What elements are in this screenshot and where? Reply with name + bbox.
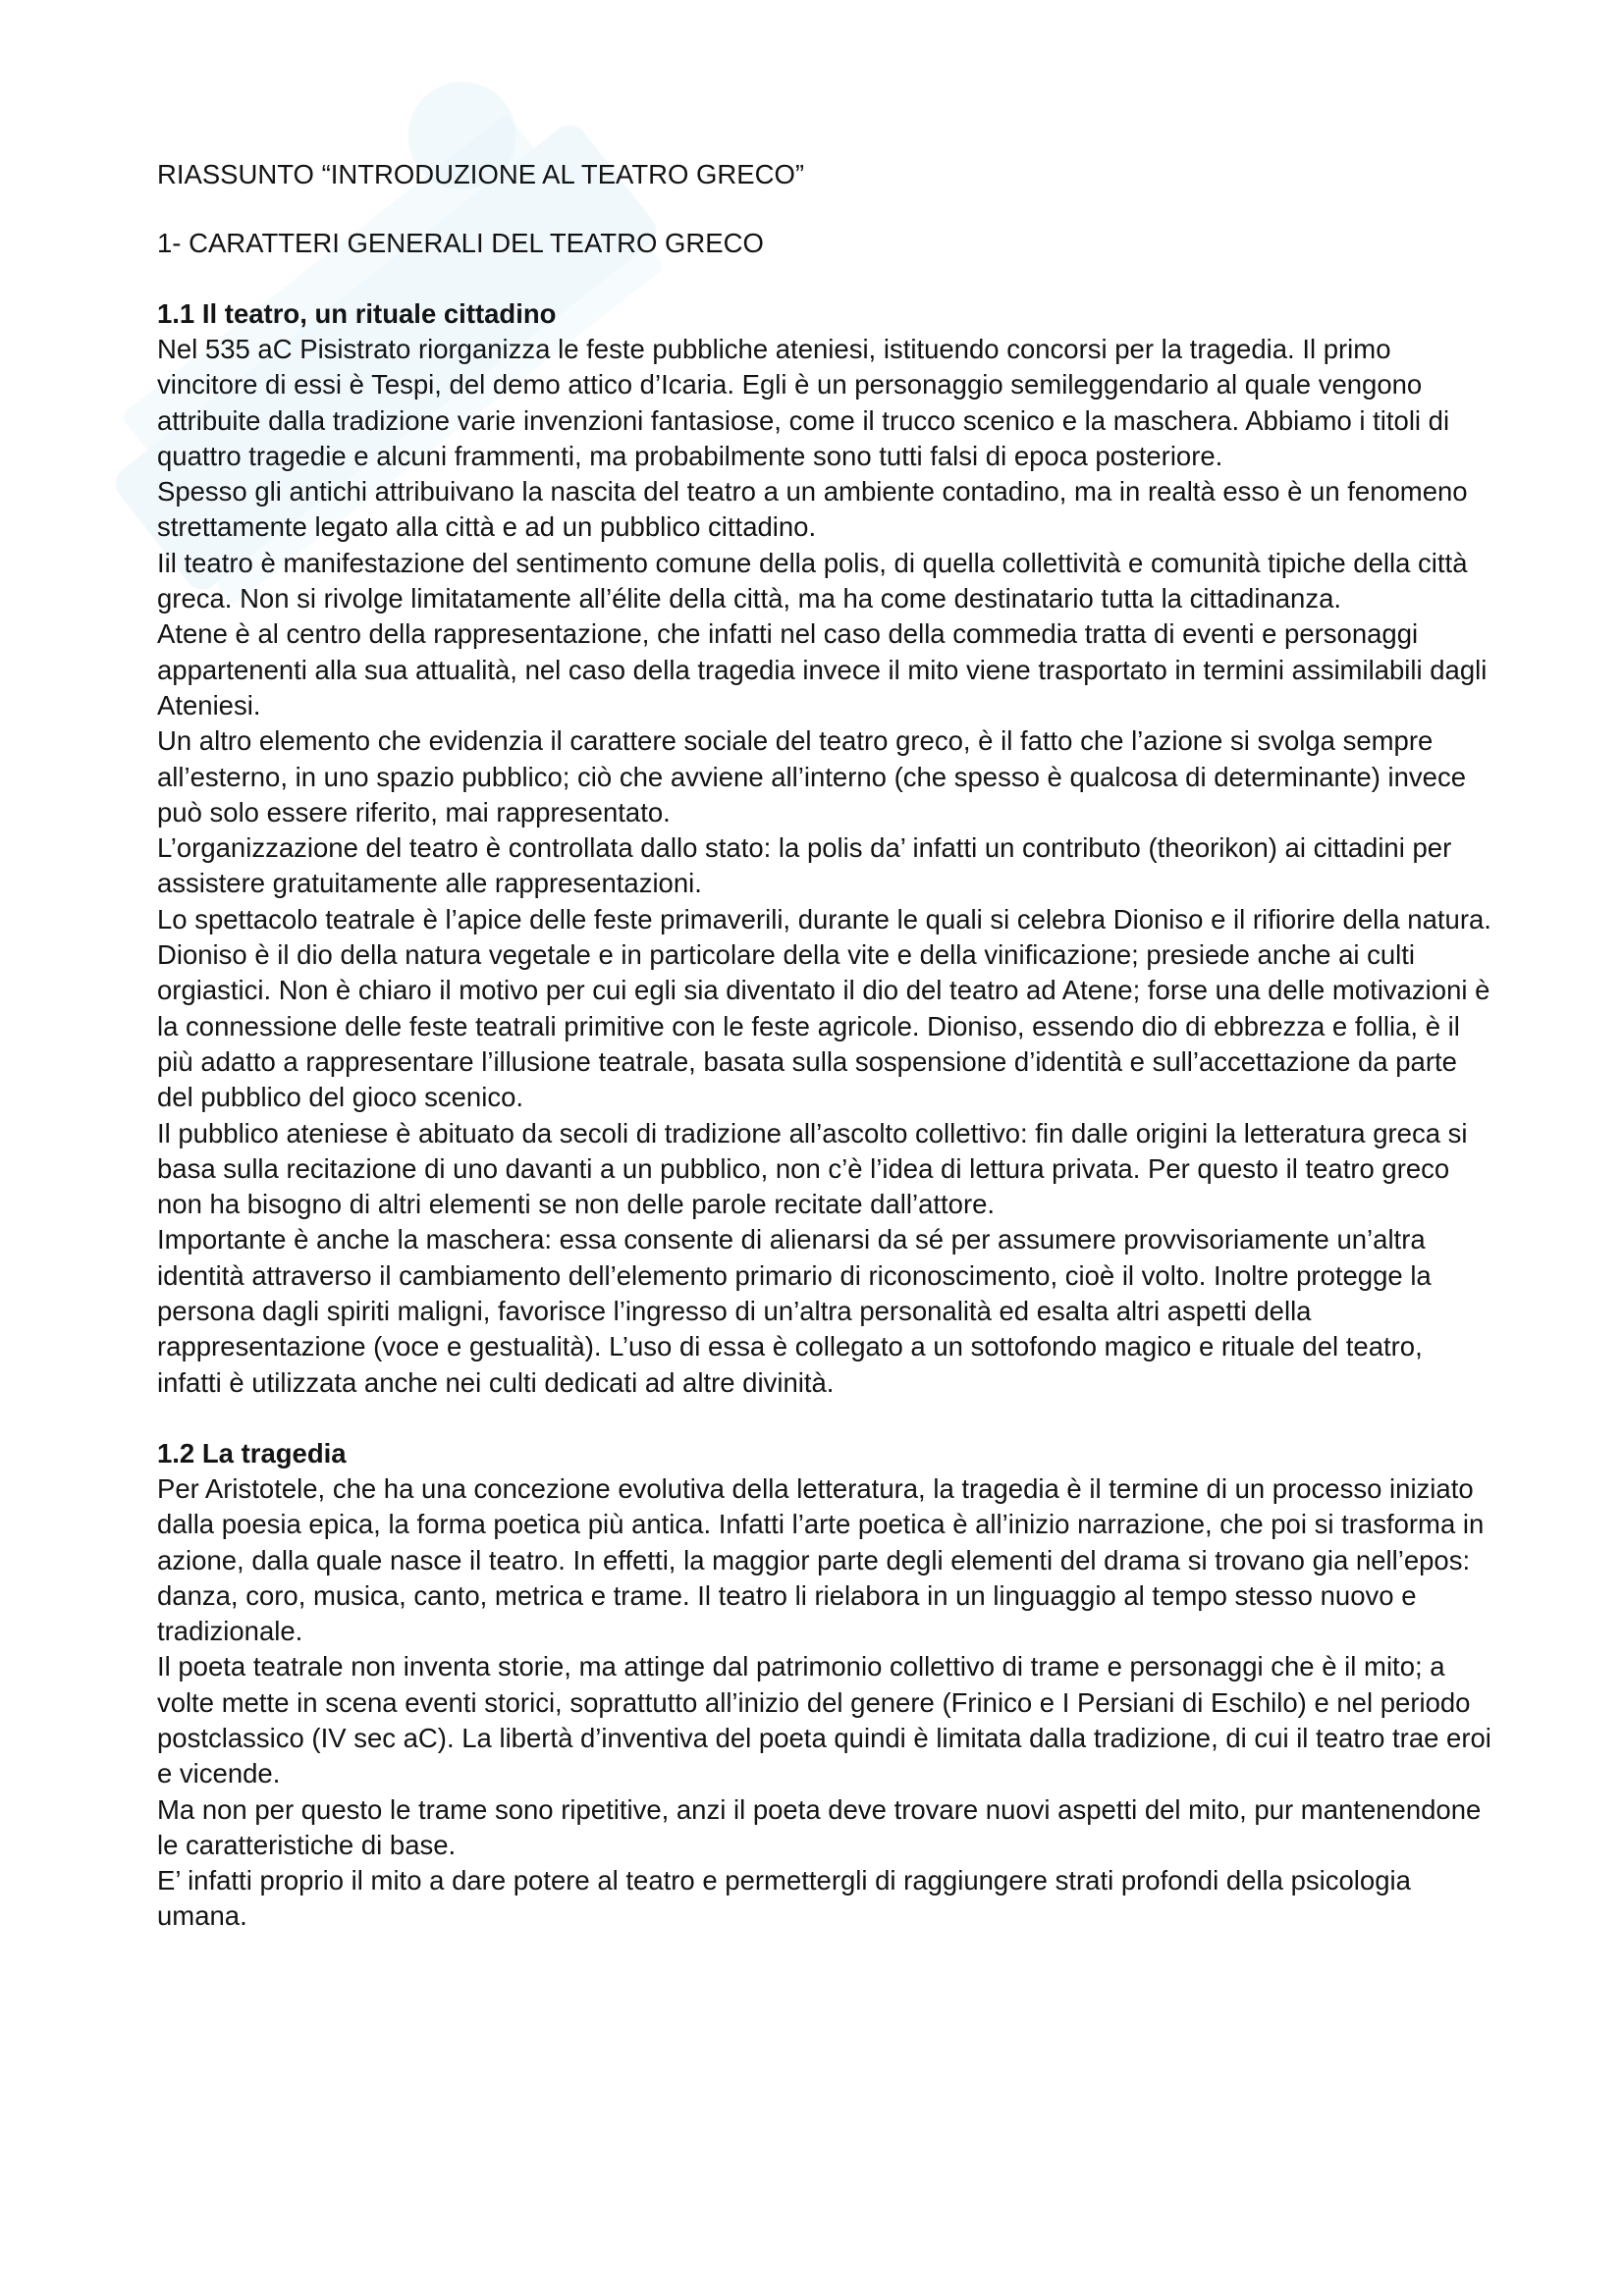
paragraph: Il pubblico ateniese è abituato da secoli di tradizione all’ascolto collettivo: fin dalle origini la letteratura greca si basa sulla recitazione di uno davanti a un pubblico, non c’è l’idea di lettura privata. Per questo il teatro greco non ha bisogno di altri elementi se non delle parole recitate dall’attore. (157, 1117, 1468, 1220)
document-page (157, 147, 1492, 1935)
paragraph: Lo spettacolo teatrale è l’apice delle feste primaverili, durante le quali si celebra Dioniso e il rifiorire della natura. Dioniso è il dio della natura vegetale e in particolare della vite e della vinificazione; presiede anche ai culti orgiastici. Non è chiaro il motivo per cui egli sia diventato il dio del teatro ad Atene; forse una delle motivazioni è la connessione delle feste teatrali primitive con le feste agricole. Dioniso, essendo dio di ebbrezza e follia, è il più adatto a rappresentare l’illusione teatrale, basata sulla sospensione d’identità e sull’accettazione da parte del pubblico del gioco scenico. (157, 903, 1491, 1113)
paragraph: Atene è al centro della rappresentazione, che infatti nel caso della commedia tratta di eventi e personaggi appartenenti alla sua attualità, nel caso della tragedia invece il mito viene trasportato in termini assimilabili dagli Ateniesi. (157, 618, 1488, 721)
paragraph: Per Aristotele, che ha una concezione evolutiva della letteratura, la tragedia è il termine di un processo iniziato dalla poesia epica, la forma poetica più antica. Infatti l’arte poetica è all’inizio narrazione, che poi si trasforma in azione, dalla quale nasce il teatro. In effetti, la maggior parte degli elementi del drama si trovano gia nell’epos: danza, coro, musica, canto, metrica e trame. Il teatro li rielabora in un linguaggio al tempo stesso nuovo e tradizionale. (157, 1472, 1485, 1647)
paragraph: Spesso gli antichi attribuivano la nascita del teatro a un ambiente contadino, ma in realtà esso è un fenomeno strettamente legato alla città e ad un pubblico cittadino. (157, 476, 1468, 543)
paragraph: Ma non per questo le trame sono ripetitive, anzi il poeta deve trovare nuovi aspetti del mito, pur mantenendone le caratteristiche di base. (157, 1793, 1482, 1860)
paragraph: Un altro elemento che evidenzia il carattere sociale del teatro greco, è il fatto che l’azione si svolga sempre all’esterno, in uno spazio pubblico; ciò che avviene all’interno (che spesso è qualcosa di determinante) invece può solo essere riferito, mai rappresentato. (157, 725, 1467, 828)
section-1-2 (157, 1436, 1492, 1935)
paragraph: Il poeta teatrale non inventa storie, ma attinge dal patrimonio collettivo di trame e personaggi che è il mito; a volte mette in scena eventi storici, soprattutto all’inizio del genere (Frinico e I Persiani di Eschilo) e nel periodo postclassico (IV sec aC). La libertà d’inventiva del poeta quindi è limitata dalla tradizione, di cui il teatro trae eroi e vicende. (157, 1651, 1491, 1789)
paragraph: Iil teatro è manifestazione del sentimento comune della polis, di quella collettività e comunità tipiche della città greca. Non si rivolge limitatamente all’élite della città, ma ha come destinatario tutta la cittadinanza. (157, 547, 1468, 614)
paragraph: Nel 535 aC Pisistrato riorganizza le feste pubbliche ateniesi, istituendo concorsi per la tragedia. Il primo vincitore di essi è Tespi, del demo attico d’Icaria. Egli è un personaggio semileggendario al quale vengono attribuite dalla tradizione varie invenzioni fantasiose, come il trucco scenico e la maschera. Abbiamo i titoli di quattro tragedie e alcuni frammenti, ma probabilmente sono tutti falsi di epoca posteriore. (157, 334, 1450, 471)
section-1-1 (157, 296, 1492, 1401)
section-heading: 1.1 Il teatro, un rituale cittadino (157, 298, 557, 329)
chapter-heading: 1- CARATTERI GENERALI DEL TEATRO GRECO (157, 228, 764, 258)
section-heading: 1.2 La tragedia (157, 1437, 347, 1468)
document-title: RIASSUNTO “INTRODUZIONE AL TEATRO GRECO” (157, 159, 805, 189)
paragraph: E’ infatti proprio il mito a dare potere al teatro e permettergli di raggiungere strati profondi della psicologia umana. (157, 1865, 1411, 1932)
paragraph: Importante è anche la maschera: essa consente di alienarsi da sé per assumere provvisoriamente un’altra identità attraverso il cambiamento dell’elemento primario di riconoscimento, cioè il volto. Inoltre protegge la persona dagli spiriti maligni, favorisce l’ingresso di un’altra personalità ed esalta altri aspetti della rappresentazione (voce e gestualità). L’uso di essa è collegato a un sottofondo magico e rituale del teatro, infatti è utilizzata anche nei culti dedicati ad altre divinità. (157, 1224, 1432, 1398)
paragraph: L’organizzazione del teatro è controllata dallo stato: la polis da’ infatti un contributo (theorikon) ai cittadini per assistere gratuitamente alle rappresentazioni. (157, 832, 1452, 899)
